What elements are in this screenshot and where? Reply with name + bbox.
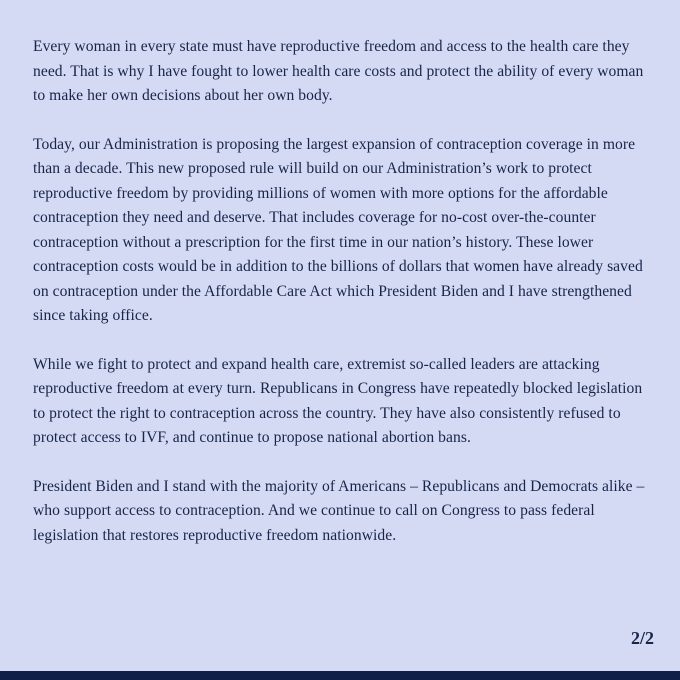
statement-paragraph-3: While we fight to protect and expand health care, extremist so-called leaders are attacking reproductive freedom at every turn. Republicans in Congress have repeatedly blocked legislation to protect the right to contraception across the country. They have also consistently refused to protect access to IVF, and continue to propose national abortion bans. [33,355,643,446]
page-indicator: 2/2 [630,628,654,648]
bottom-bar [0,671,680,680]
statement-body [33,35,653,572]
statement-paragraph-1: Every woman in every state must have reproductive freedom and access to the health care they need. That is why I have fought to lower health care costs and protect the ability of every woman to make her own decisions about her own body. [33,38,644,104]
statement-paragraph-2: Today, our Administration is proposing the largest expansion of contraception coverage in more than a decade. This new proposed rule will build on our Administration’s work to protect reproductive freedom by providing millions of women with more options for the affordable contraception they need and deserve. That includes coverage for no-cost over-the-counter contraception without a prescription for the first time in our nation’s history. These lower contraception costs would be in addition to the billions of dollars that women have already saved on contraception under the Affordable Care Act which President Biden and I have strengthened since taking office. [33,135,643,324]
statement-paragraph-4: President Biden and I stand with the majority of Americans – Republicans and Democrats alike – who support access to contraception. And we continue to call on Congress to pass federal legislation that restores reproductive freedom nationwide. [33,477,645,544]
